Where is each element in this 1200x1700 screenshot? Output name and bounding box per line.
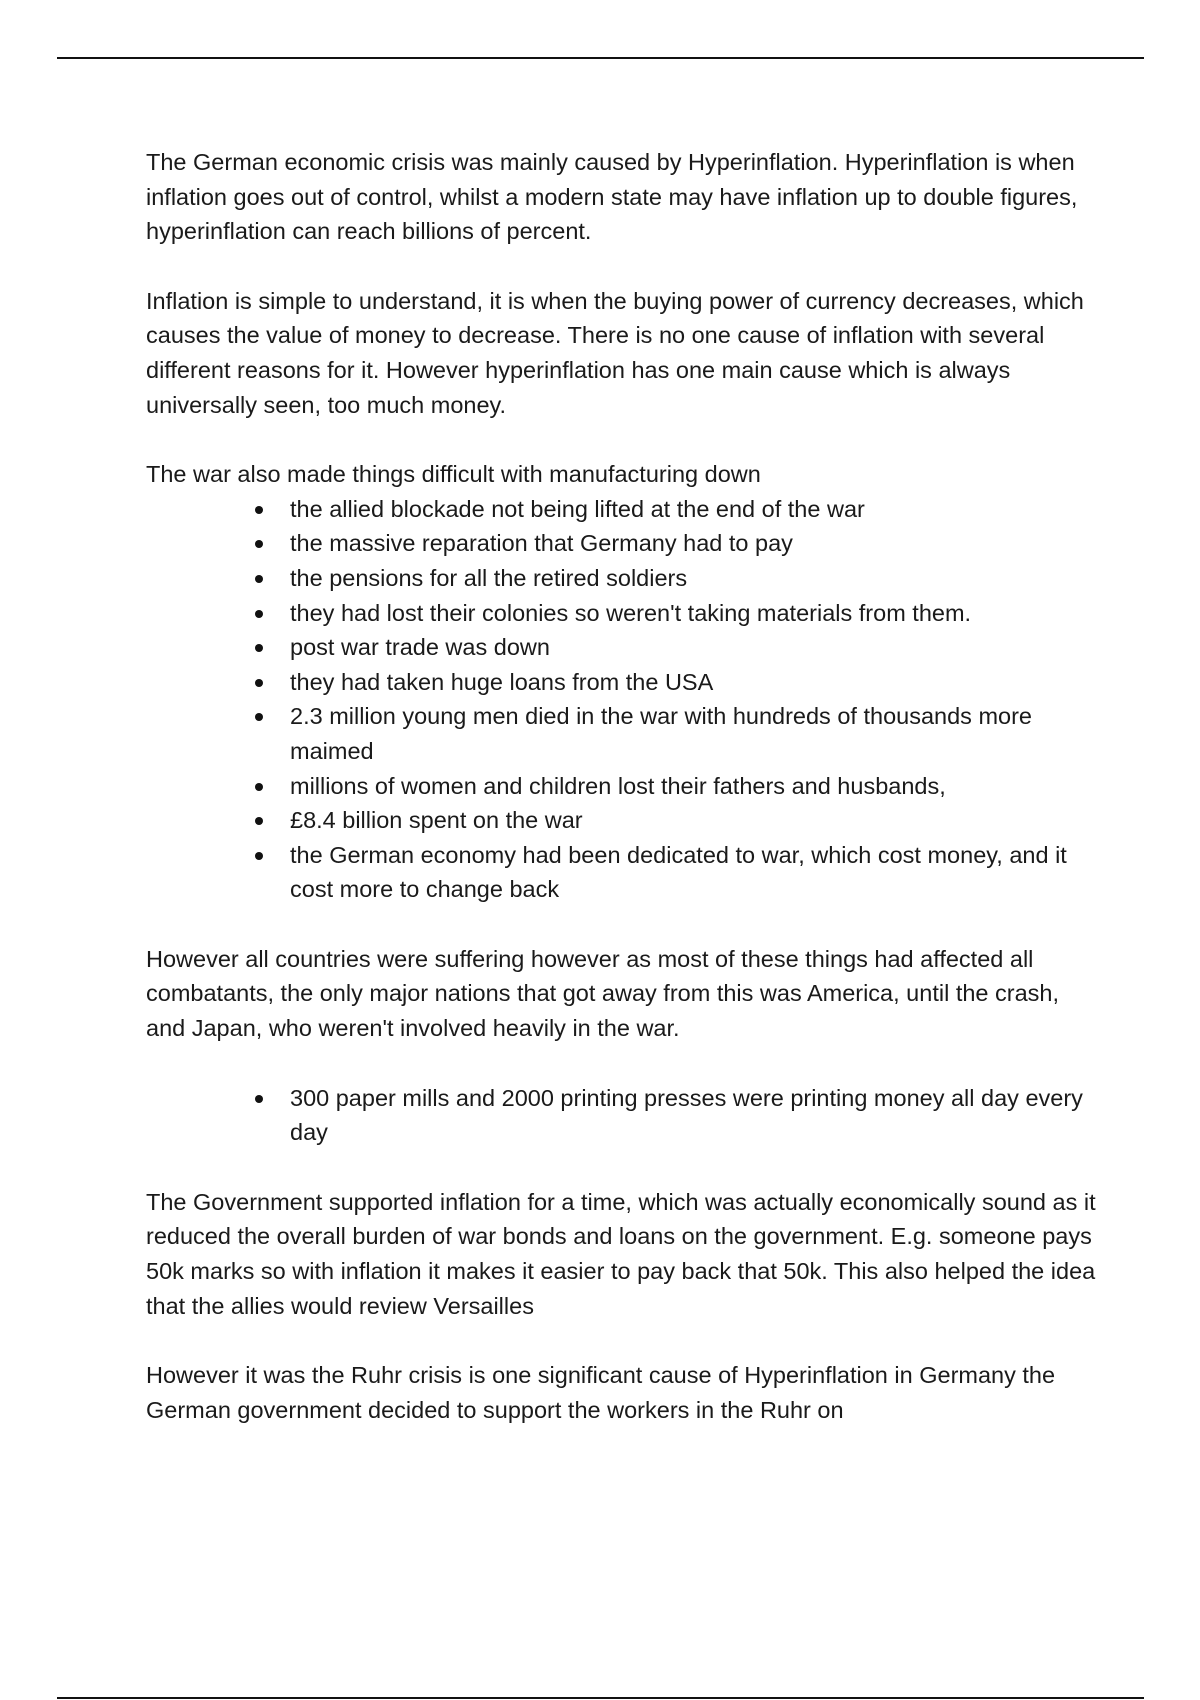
- bullet-icon: [255, 644, 263, 652]
- list-item-text: the pensions for all the retired soldiers: [290, 564, 688, 591]
- list-item-text: post war trade was down: [290, 634, 550, 661]
- printing-facts-list: [146, 1081, 1096, 1150]
- document-body: [146, 145, 1096, 1462]
- paragraph-government-support: The Government supported inflation for a time, which was actually economically sound as it reduced the overall burden of war bonds and loans on the government. E.g. someone pays 50k marks so with inflation it makes it easier to pay back that 50k. This also helped the idea that the allies would review Versailles: [146, 1188, 1096, 1319]
- bullet-icon: [255, 679, 263, 687]
- list-item-text: the massive reparation that Germany had to pay: [290, 530, 793, 557]
- war-effects-list: [146, 492, 1096, 907]
- bullet-icon: [255, 1095, 263, 1103]
- list-item-text: £8.4 billion spent on the war: [290, 807, 583, 834]
- list-item: [290, 526, 1096, 561]
- list-item-text: the German economy had been dedicated to war, which cost money, and it cost more to change back: [290, 841, 1067, 903]
- bullet-icon: [255, 783, 263, 791]
- paragraph-hyperinflation-intro: The German economic crisis was mainly caused by Hyperinflation. Hyperinflation is when inflation goes out of control, whilst a modern state may have inflation up to double figures, hyperinflation can reach billions of percent.: [146, 149, 1078, 245]
- list-item: [290, 596, 1096, 631]
- list-item-text: 300 paper mills and 2000 printing presses were printing money all day every day: [290, 1084, 1083, 1146]
- list-item: [290, 769, 1096, 804]
- list-item-text: millions of women and children lost their fathers and husbands,: [290, 772, 946, 799]
- list-item-text: the allied blockade not being lifted at the end of the war: [290, 495, 865, 522]
- bullet-icon: [255, 713, 263, 721]
- list-item: [290, 699, 1096, 768]
- list-item-text: they had lost their colonies so weren't taking materials from them.: [290, 599, 972, 626]
- list-item-text: they had taken huge loans from the USA: [290, 668, 714, 695]
- list-item: [290, 492, 1096, 527]
- top-rule: [57, 57, 1144, 59]
- list-item: [290, 630, 1096, 665]
- paragraph-war-effects-intro: The war also made things difficult with manufacturing down: [146, 461, 761, 488]
- paragraph-inflation-definition: Inflation is simple to understand, it is when the buying power of currency decreases, which causes the value of money to decrease. There is no one cause of inflation with several different reasons for it. However hyperinflation has one main cause which is always universally seen, too much money.: [146, 287, 1084, 418]
- list-item-text: 2.3 million young men died in the war with hundreds of thousands more maimed: [290, 703, 1032, 764]
- bullet-icon: [255, 852, 263, 860]
- bullet-icon: [255, 575, 263, 583]
- list-item: [290, 1081, 1096, 1150]
- bullet-icon: [255, 506, 263, 514]
- bullet-icon: [255, 610, 263, 618]
- list-item: [290, 665, 1096, 700]
- paragraph-ruhr-crisis: However it was the Ruhr crisis is one significant cause of Hyperinflation in Germany the German government decided to support the workers in the Ruhr on: [146, 1362, 1056, 1423]
- paragraph-all-countries: However all countries were suffering however as most of these things had affected all combatants, the only major nations that got away from this was America, until the crash, and Japan, who weren't involved heavily in the war.: [146, 945, 1060, 1042]
- bullet-icon: [255, 817, 263, 825]
- bullet-icon: [255, 540, 263, 548]
- list-item: [290, 803, 1096, 838]
- list-item: [290, 838, 1096, 907]
- bottom-rule: [57, 1697, 1144, 1699]
- list-item: [290, 561, 1096, 596]
